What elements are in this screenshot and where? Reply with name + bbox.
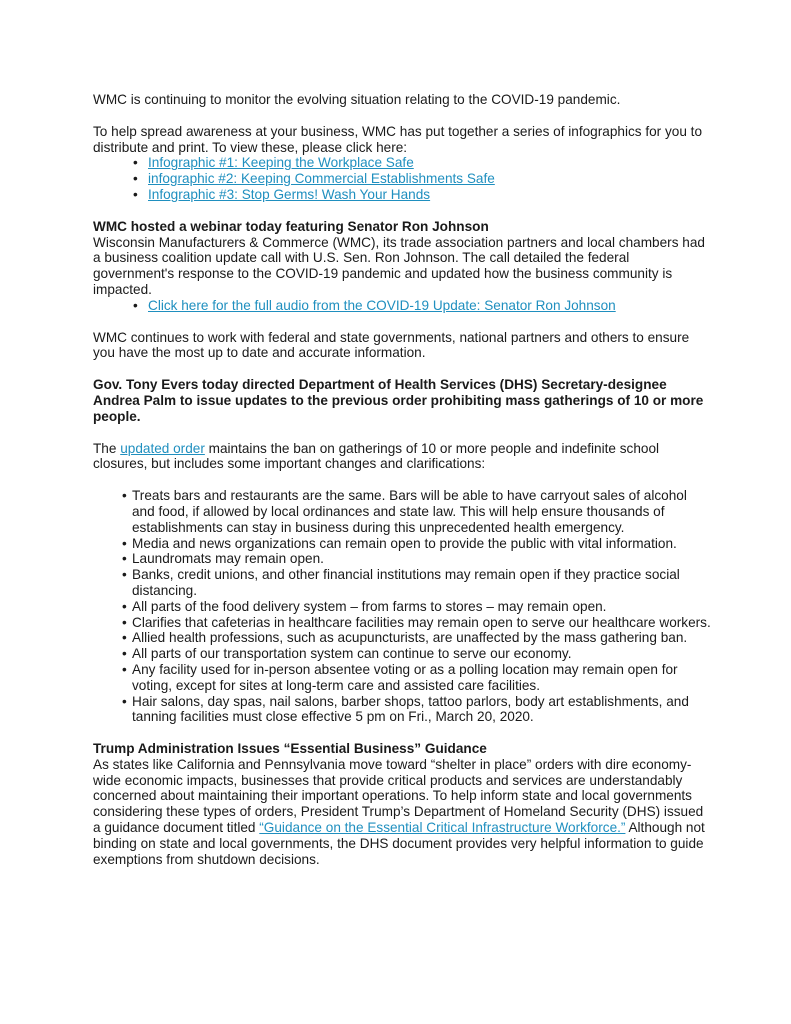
list-item [93, 662, 713, 694]
bullet-icon: • [122, 488, 127, 504]
infographic-item [93, 187, 713, 203]
bullet-text: All parts of our transportation system can continue to serve our economy. [132, 646, 572, 662]
bullet-icon: • [122, 551, 127, 567]
list-item [93, 599, 713, 615]
trump-heading: Trump Administration Issues “Essential Business” Guidance [93, 741, 487, 757]
bullet-text: Treats bars and restaurants are the same. Bars will be able to have carryout sales of alcohol and food, if allowed by local ordinances and state law. This will help ensure thousands of establishments can stay in business during this unprecedented health emergency. [132, 488, 687, 535]
bullet-text: Allied health professions, such as acupuncturists, are unaffected by the mass gathering ban. [132, 630, 688, 646]
bullet-icon: • [122, 630, 127, 646]
bullet-text: Media and news organizations can remain open to provide the public with vital information. [132, 535, 677, 551]
list-item [93, 488, 713, 535]
bullet-icon: • [122, 535, 127, 551]
bullet-text: Clarifies that cafeterias in healthcare facilities may remain open to serve our healthcare workers. [132, 614, 711, 630]
webinar-heading: WMC hosted a webinar today featuring Senator Ron Johnson [93, 218, 489, 234]
evers-bullet-list [93, 488, 713, 725]
bullet-icon: • [122, 614, 127, 630]
updated-order-link[interactable]: updated order [120, 440, 205, 456]
bullet-text: All parts of the food delivery system – from farms to stores – may remain open. [132, 598, 607, 614]
evers-lead-paragraph [93, 441, 713, 473]
evers-heading: Gov. Tony Evers today directed Department of Health Services (DHS) Secretary-designee Andrea Palm to issue updates to the previous order prohibiting mass gatherings of 10 or more people. [93, 377, 704, 424]
trump-paragraph [93, 757, 713, 868]
infographic-item [93, 155, 713, 171]
bullet-text: Banks, credit unions, and other financial institutions may remain open if they practice social distancing. [132, 567, 680, 598]
infographic-list [93, 155, 713, 202]
document-body [93, 92, 713, 867]
bullet-text: Laundromats may remain open. [132, 551, 324, 567]
dhs-guidance-link[interactable]: “Guidance on the Essential Critical Infrastructure Workforce.” [259, 820, 626, 836]
bullet-icon: • [122, 567, 127, 583]
bullet-icon: • [122, 646, 127, 662]
webinar-audio-link[interactable]: Click here for the full audio from the COVID-19 Update: Senator Ron Johnson [148, 297, 616, 313]
list-item [93, 551, 713, 567]
webinar-paragraph: Wisconsin Manufacturers & Commerce (WMC), its trade association partners and local chambers had a business coalition update call with U.S. Sen. Ron Johnson. The call detailed the federal government's response to the COVID-19 pandemic and updated how the business community is impacted. [93, 234, 705, 297]
webinar-link-list [93, 298, 713, 314]
list-item [93, 536, 713, 552]
bullet-icon: • [122, 661, 127, 677]
evers-lead-before: The [93, 440, 121, 456]
awareness-paragraph: To help spread awareness at your business, WMC has put together a series of infographics for you to distribute and print. To view these, please click here: [93, 123, 703, 155]
list-item [93, 630, 713, 646]
trump-body-before: As states like California and Pennsylvania move toward “shelter in place” orders with dire economy-wide economic impacts, businesses that provide critical products and services are understandably concerned about maintaining their important operations. To help inform state and local governments considering these types of orders, President Trump’s Department of Homeland Security (DHS) issued a guidance document titled [93, 756, 704, 836]
list-item [93, 694, 713, 726]
infographic-link-2[interactable]: infographic #2: Keeping Commercial Establishments Safe [148, 171, 495, 187]
infographic-link-3[interactable]: Infographic #3: Stop Germs! Wash Your Hands [148, 186, 431, 202]
evers-lead-after: maintains the ban on gatherings of 10 or more people and indefinite school closures, but includes some important changes and clarifications: [93, 440, 660, 472]
bullet-icon: • [122, 693, 127, 709]
webinar-link-item [93, 298, 713, 314]
list-item [93, 646, 713, 662]
bullet-text: Hair salons, day spas, nail salons, barber shops, tattoo parlors, body art establishments, and tanning facilities must close effective 5 pm on Fri., March 20, 2020. [132, 693, 689, 725]
bullet-text: Any facility used for in-person absentee voting or as a polling location may remain open for voting, except for sites at long-term care and assisted care facilities. [132, 661, 678, 693]
intro-paragraph: WMC is continuing to monitor the evolving situation relating to the COVID-19 pandemic. [93, 92, 621, 107]
continues-paragraph: WMC continues to work with federal and state governments, national partners and others to ensure you have the most up to date and accurate information. [93, 329, 690, 361]
list-item [93, 615, 713, 631]
trump-body-after: Although not binding on state and local governments, the DHS document provides very helpful information to guide exemptions from shutdown decisions. [93, 820, 705, 867]
list-item [93, 567, 713, 599]
infographic-link-1[interactable]: Infographic #1: Keeping the Workplace Safe [148, 155, 414, 171]
infographic-item [93, 171, 713, 187]
bullet-icon: • [122, 598, 127, 614]
